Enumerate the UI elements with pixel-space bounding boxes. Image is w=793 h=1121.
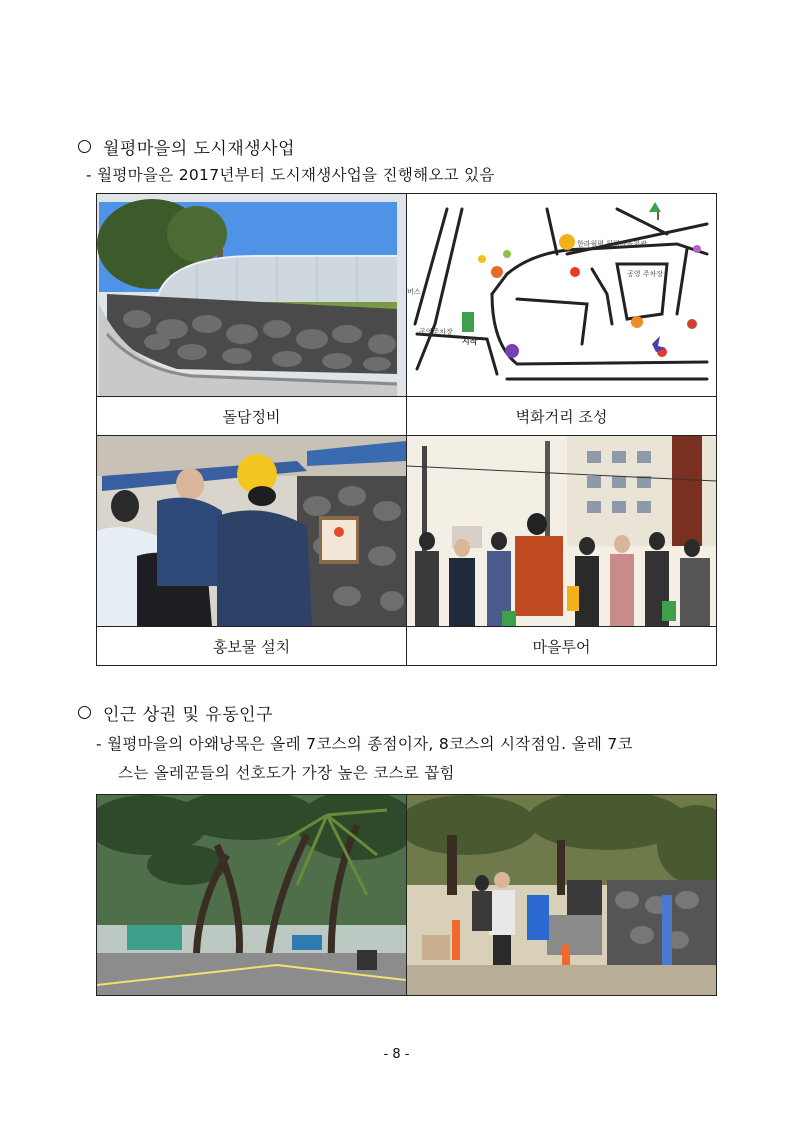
caption-promo: 홍보물 설치 — [97, 627, 407, 666]
circle-bullet-icon — [78, 140, 91, 153]
photo-tree-road — [97, 795, 407, 996]
map-label-parking-2: 공영 주차장 — [627, 270, 664, 278]
section1-bullet: - 월평마을은 2017년부터 도시재생사업을 진행해오고 있음 — [86, 166, 495, 184]
photo-promo-install — [97, 436, 407, 627]
photo-village-tour — [407, 436, 717, 627]
map-label-start: 시작 — [462, 337, 478, 346]
photo-olle-start — [407, 795, 717, 996]
photo-table-1 — [96, 193, 717, 666]
map-label-parking: 공영주차장 — [419, 328, 453, 336]
photo-stone-wall — [97, 194, 407, 397]
section2-bullet-line2: 스는 올레꾼들의 선호도가 가장 높은 코스로 꼽힘 — [118, 764, 455, 782]
section2-heading-text: 인근 상권 및 유동인구 — [103, 705, 274, 725]
section1-heading-text: 월평마을의 도시재생사업 — [103, 139, 296, 159]
photo-mural-map — [407, 194, 717, 397]
caption-stone-wall: 돌담정비 — [97, 397, 407, 436]
page-number: - 8 - — [383, 1047, 410, 1062]
caption-mural: 벽화거리 조성 — [407, 397, 717, 436]
map-label-bus: 버스 — [407, 288, 421, 296]
photo-table-2 — [96, 794, 717, 996]
caption-tour: 마을투어 — [407, 627, 717, 666]
section1-heading — [78, 134, 295, 159]
section2-heading — [78, 700, 273, 725]
map-label-center: 한라월평 월평마을회관 — [577, 240, 647, 248]
circle-bullet-icon — [78, 706, 91, 719]
section2-bullet-line1: - 월평마을의 아왜낭목은 올레 7코스의 종점이자, 8코스의 시작점임. 올레 7코 — [96, 735, 633, 753]
